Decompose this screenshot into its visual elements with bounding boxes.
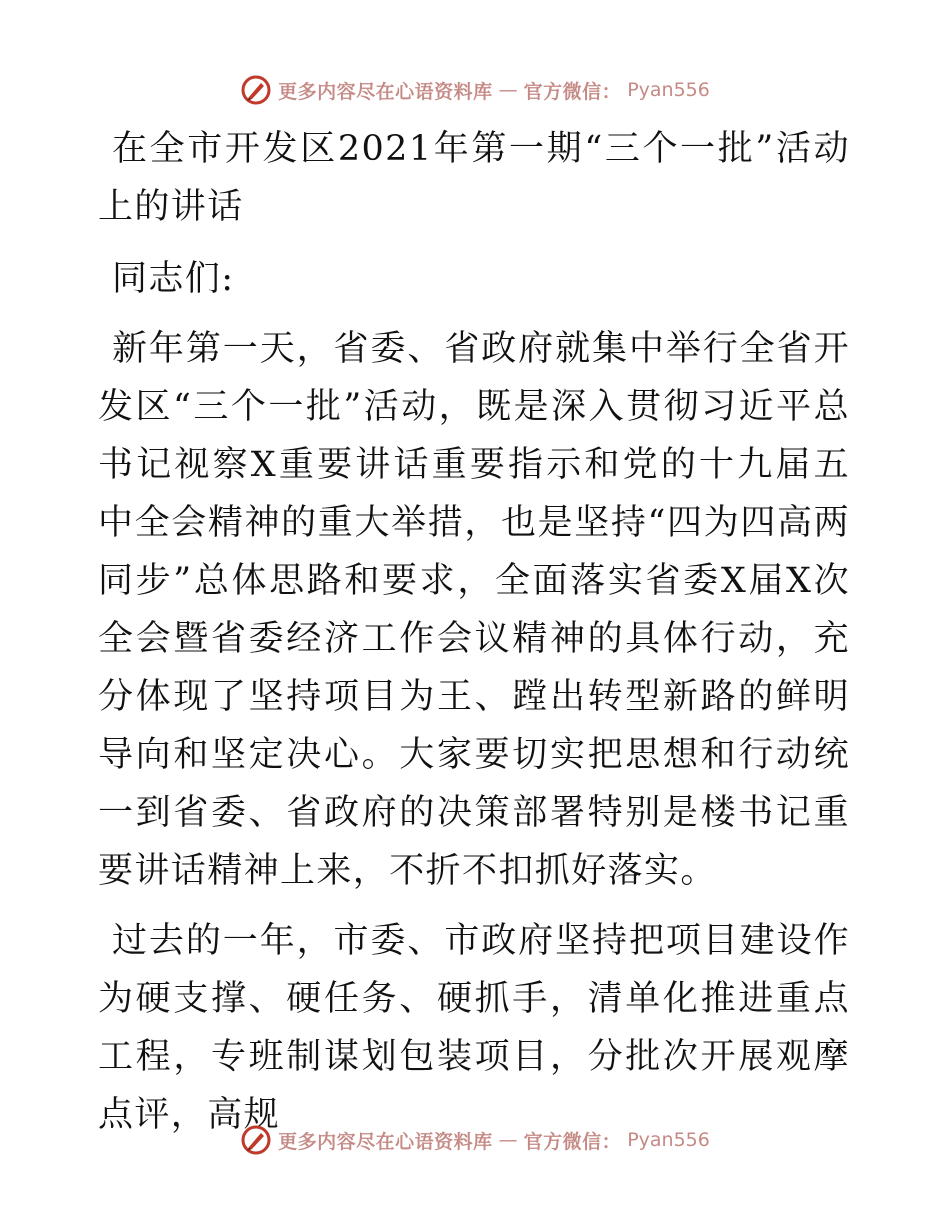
paragraph: 过去的一年，市委、市政府坚持把项目建设作为硬支撑、硬任务、硬抓手，清单化推进重点工程，专班制谋划包装项目，分批次开展观摩点评，高规 [98, 921, 850, 1135]
watermark-separator: — [498, 79, 518, 101]
pen-logo-icon [240, 74, 272, 106]
watermark-account: Pyan556 [627, 1129, 710, 1151]
watermark-label: 官方微信： [523, 80, 622, 103]
document-title: 在全市开发区2021年第一期“三个一批”活动上的讲话 [98, 129, 850, 227]
watermark-site-text: 更多内容尽在心语资料库 [278, 1130, 493, 1153]
document-body [98, 120, 850, 1156]
pen-logo-icon [240, 1124, 272, 1156]
watermark-site-text: 更多内容尽在心语资料库 [278, 80, 493, 103]
salutation: 同志们: [112, 259, 235, 299]
watermark-header [0, 70, 950, 110]
watermark-separator: — [498, 1129, 518, 1151]
watermark-footer [0, 1120, 950, 1160]
watermark-account: Pyan556 [627, 79, 710, 101]
paragraph: 新年第一天，省委、省政府就集中举行全省开发区“三个一批”活动，既是深入贯彻习近平总书记视察X重要讲话重要指示和党的十九届五中全会精神的重大举措，也是坚持“四为四高两同步”总体思路和要求，全面落实省委X届X次全会暨省委经济工作会议精神的具体行动，充分体现了坚持项目为王、蹚出转型新路的鲜明导向和坚定决心。大家要切实把思想和行动统一到省委、省政府的决策部署特别是楼书记重要讲话精神上来，不折不扣抓好落实。 [98, 329, 850, 891]
watermark-label: 官方微信： [523, 1130, 622, 1153]
